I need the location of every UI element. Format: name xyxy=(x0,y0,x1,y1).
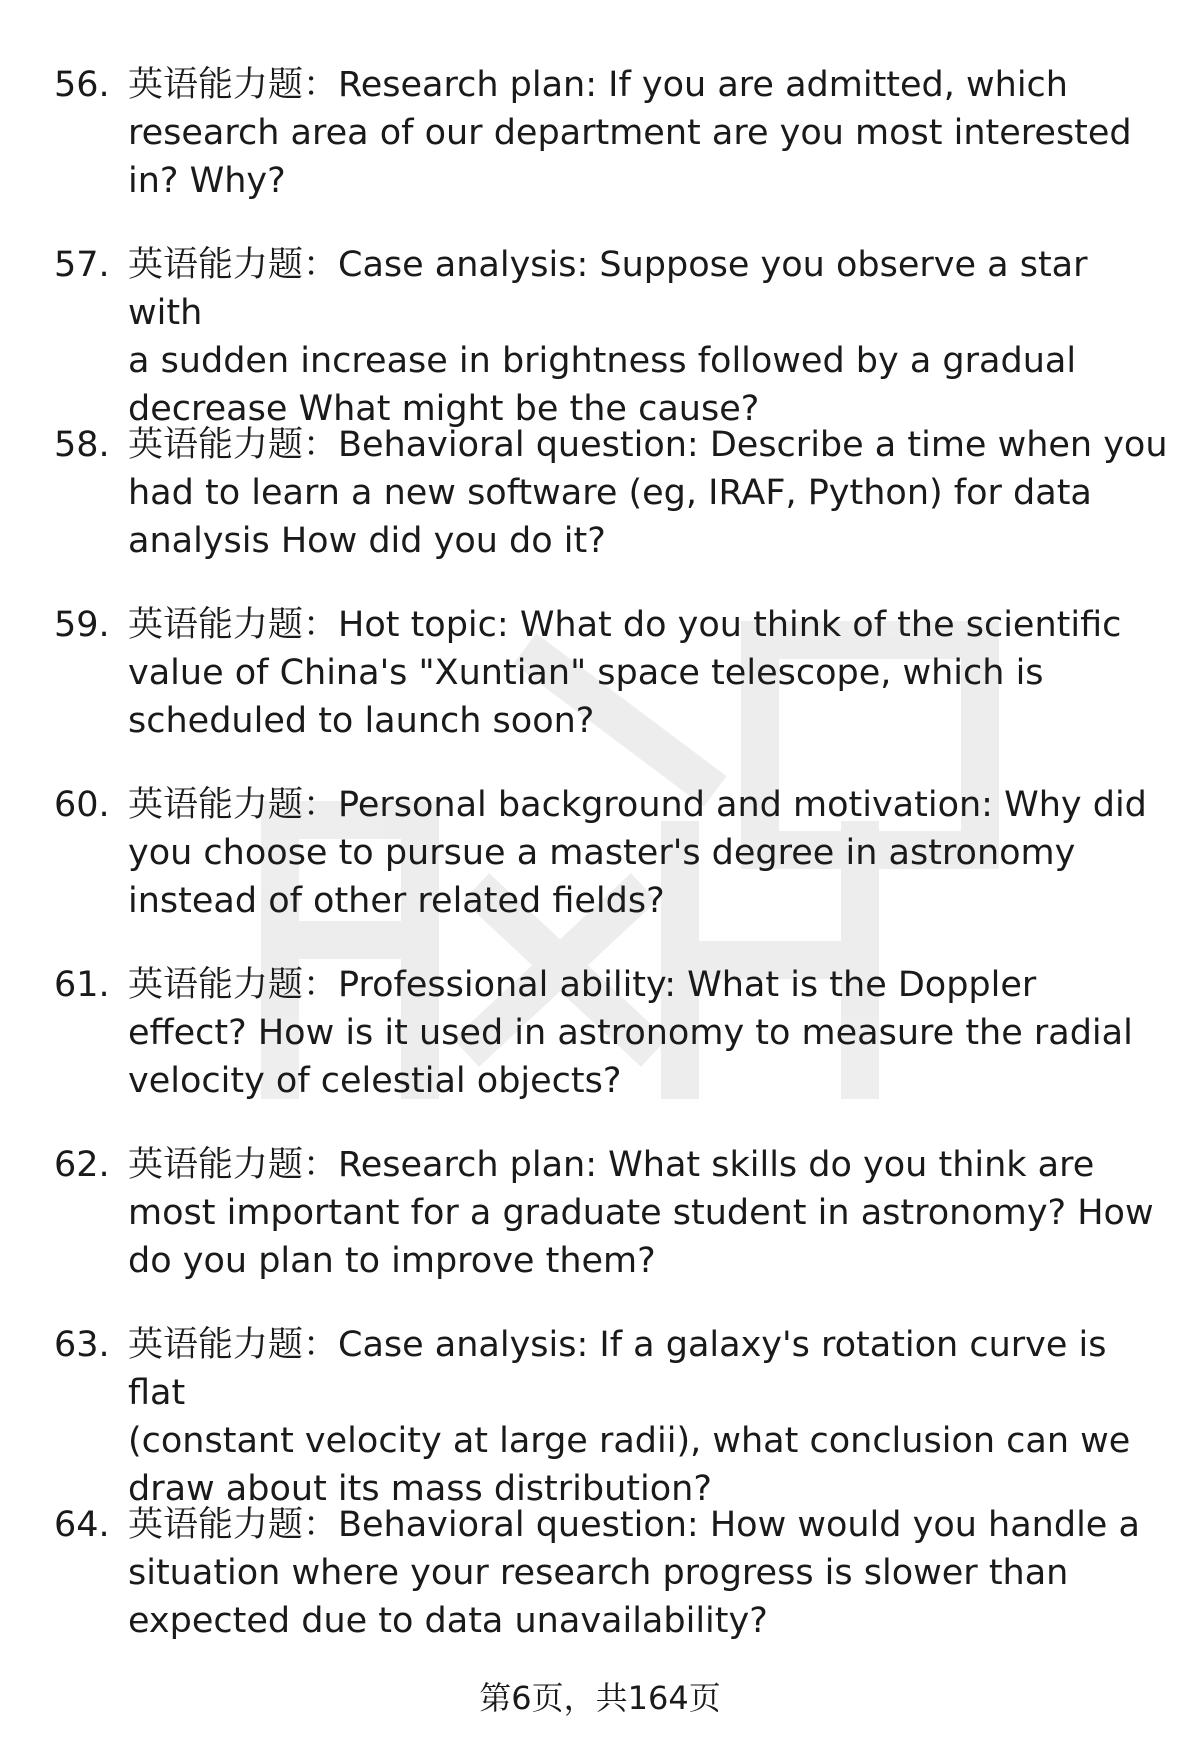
question-item-64 xyxy=(0,1501,1200,1651)
question-number: 63. xyxy=(54,1325,110,1365)
question-item-60 xyxy=(0,781,1200,931)
question-item-57 xyxy=(0,241,1200,429)
question-number: 57. xyxy=(54,245,110,285)
question-number: 56. xyxy=(54,65,110,105)
question-number: 59. xyxy=(54,605,110,645)
question-item-58 xyxy=(0,421,1200,571)
question-item-56 xyxy=(0,61,1200,211)
question-text: 英语能力题：Behavioral question: How would you handle a situation where your research progress is slower than expected due to data unavailability? xyxy=(128,1505,1140,1641)
question-text: 英语能力题：Case analysis: Suppose you observe a star with a sudden increase in brightness followed by a gradual decrease What might be the cause? xyxy=(128,245,1088,429)
page-footer: 第6页，共164页 xyxy=(479,1679,721,1717)
question-text: 英语能力题：Hot topic: What do you think of the scientific value of China's "Xuntian" space telescope, which is scheduled to launch soon? xyxy=(128,605,1122,741)
question-text: 英语能力题：Professional ability: What is the Doppler effect? How is it used in astronomy to measure the radial velocity of celestial objects? xyxy=(128,965,1133,1101)
question-text: 英语能力题：Research plan: If you are admitted, which research area of our department are you most interested in? Why? xyxy=(128,65,1132,201)
question-text: 英语能力题：Behavioral question: Describe a time when you had to learn a new software (eg, IRAF, Python) for data analysis How did you do it? xyxy=(128,425,1168,561)
question-item-59 xyxy=(0,601,1200,751)
question-item-63 xyxy=(0,1321,1200,1509)
question-text: 英语能力题：Case analysis: If a galaxy's rotation curve is flat (constant velocity at large radii), what conclusion can we draw about its mass distribution? xyxy=(128,1325,1131,1509)
question-number: 62. xyxy=(54,1145,110,1185)
question-number: 58. xyxy=(54,425,110,465)
question-item-62 xyxy=(0,1141,1200,1291)
question-text: 英语能力题：Personal background and motivation: Why did you choose to pursue a master's degree in astronomy instead of other related fields? xyxy=(128,785,1147,921)
question-number: 60. xyxy=(54,785,110,825)
question-number: 61. xyxy=(54,965,110,1005)
question-number: 64. xyxy=(54,1505,110,1545)
question-text: 英语能力题：Research plan: What skills do you think are most important for a graduate student in astronomy? How do you plan to improve them? xyxy=(128,1145,1154,1281)
question-item-61 xyxy=(0,961,1200,1111)
